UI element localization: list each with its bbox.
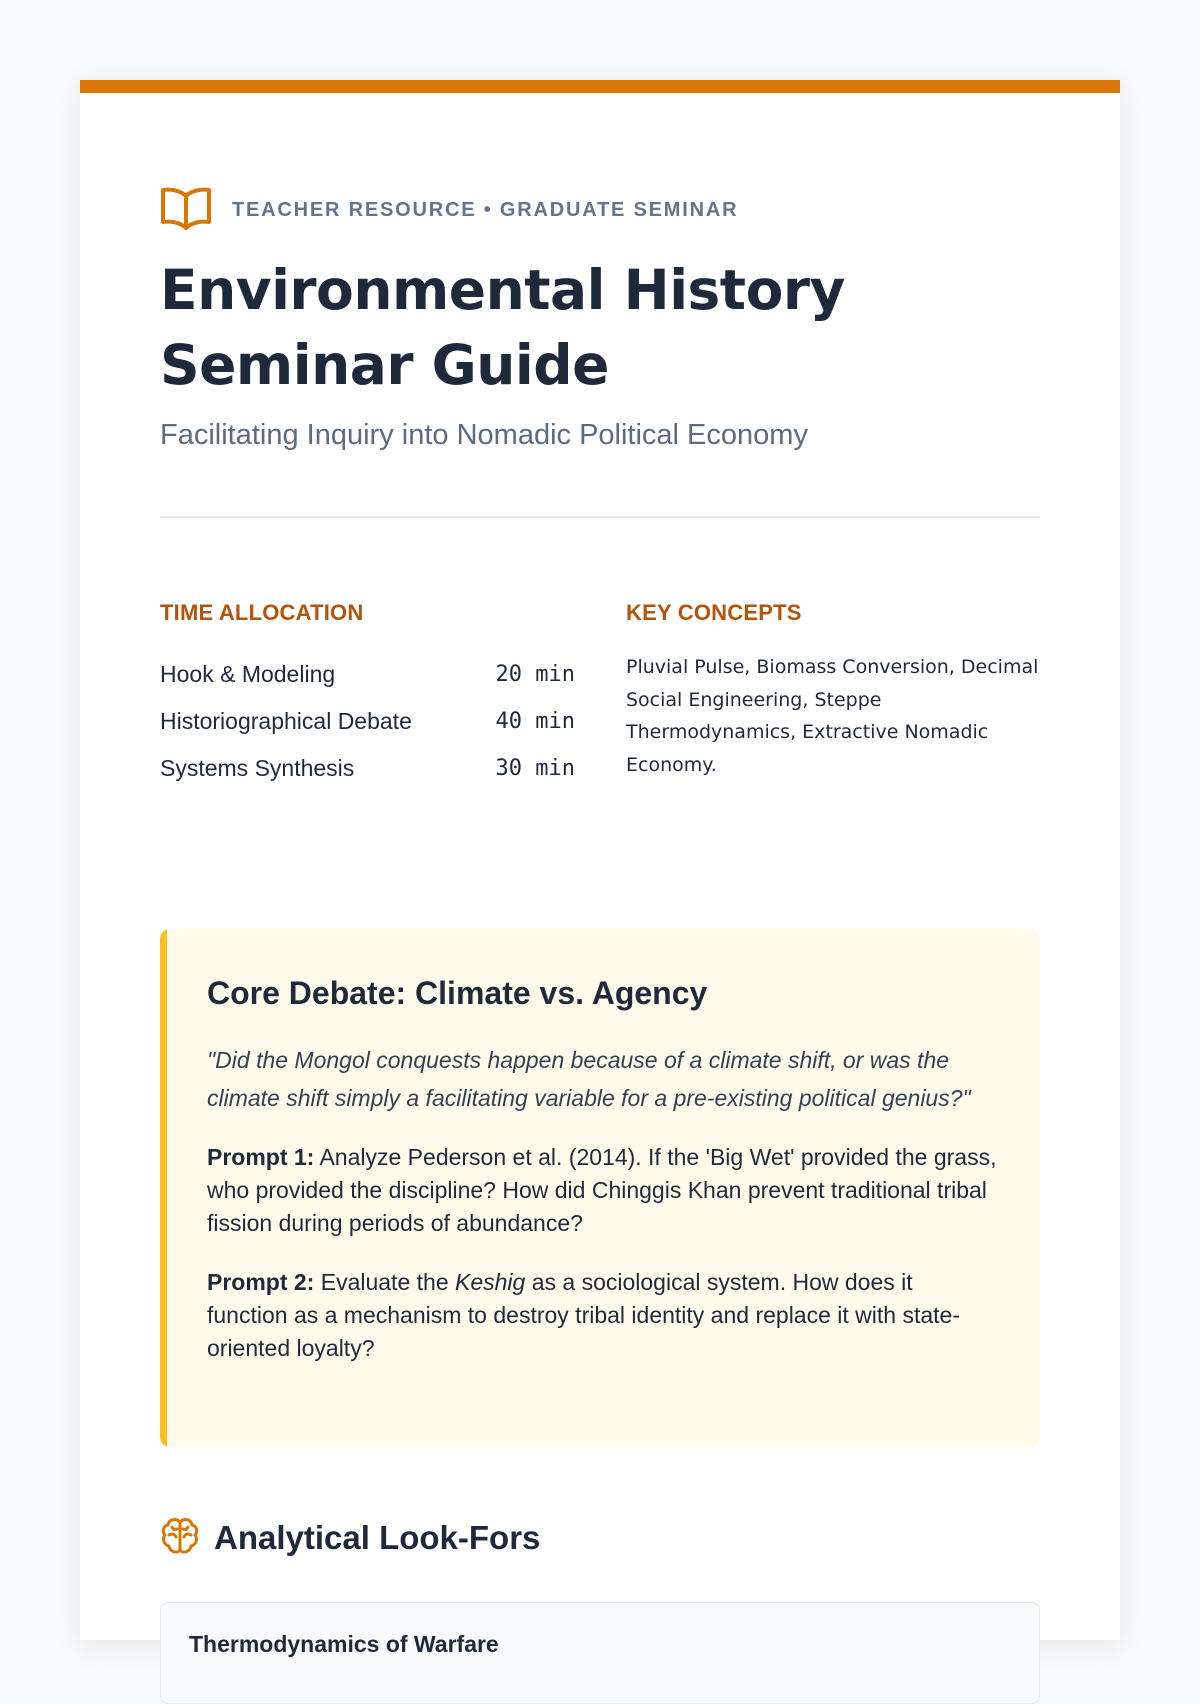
guide-page [80, 80, 1120, 1657]
time-row-activity: Systems Synthesis [160, 755, 355, 781]
look-fors-title: Analytical Look-Fors [214, 1519, 541, 1556]
debate-quote: "Did the Mongol conquests happen because of a climate shift, or was the climate shift simply a facilitating variable for a pre-existing political genius?" [207, 1047, 971, 1111]
top-accent-bar [80, 80, 1120, 93]
time-row [160, 745, 575, 792]
time-allocation-section [160, 600, 575, 792]
time-row-duration: 30 min [495, 756, 575, 781]
key-concepts-section [626, 600, 1040, 781]
prompt-2-label: Prompt 2: [207, 1269, 315, 1295]
prompt-2-post: as a sociological system. How does it function as a mechanism to destroy tribal identity and replace it with state-oriented loyalty? [207, 1269, 960, 1361]
look-for-card [160, 1602, 1040, 1704]
title-line-1: Environmental History [160, 258, 845, 322]
page-subtitle: Facilitating Inquiry into Nomadic Political Economy [160, 419, 808, 451]
time-row-activity: Hook & Modeling [160, 661, 336, 687]
look-for-card-title: Thermodynamics of Warfare [189, 1631, 499, 1657]
time-row-activity: Historiographical Debate [160, 708, 412, 734]
callout-accent-bar [160, 929, 167, 1447]
prompt-2-term: Keshig [455, 1269, 526, 1295]
title-line-2: Seminar Guide [160, 333, 609, 397]
divider [160, 516, 1040, 518]
time-row-duration: 40 min [495, 709, 575, 734]
prompt-2-pre: Evaluate the [314, 1269, 455, 1295]
callout-body [207, 969, 997, 1391]
look-fors-heading [160, 1516, 540, 1560]
debate-title: Core Debate: Climate vs. Agency [207, 975, 708, 1011]
key-concepts-text: Pluvial Pulse, Biomass Conversion, Decimal Social Engineering, Steppe Thermodynamics, Extractive Nomadic Economy. [626, 656, 1039, 776]
time-allocation-label: TIME ALLOCATION [160, 600, 364, 625]
time-allocation-list [160, 651, 575, 792]
prompt-2 [207, 1266, 997, 1365]
open-book-icon [160, 184, 212, 237]
eyebrow-text: TEACHER RESOURCE • GRADUATE SEMINAR [232, 198, 739, 221]
time-row [160, 698, 575, 745]
eyebrow [160, 186, 738, 234]
prompt-1 [207, 1141, 997, 1240]
core-debate-callout [160, 929, 1040, 1447]
time-row [160, 651, 575, 698]
time-row-duration: 20 min [495, 662, 575, 687]
key-concepts-label: KEY CONCEPTS [626, 600, 802, 625]
prompt-1-text: Analyze Pederson et al. (2014). If the 'Big Wet' provided the grass, who provided the discipline? How did Chinggis Khan prevent traditional tribal fission during periods of abundance? [207, 1144, 997, 1236]
prompt-1-label: Prompt 1: [207, 1144, 315, 1170]
brain-icon [160, 1516, 200, 1561]
page-title [160, 253, 1040, 403]
